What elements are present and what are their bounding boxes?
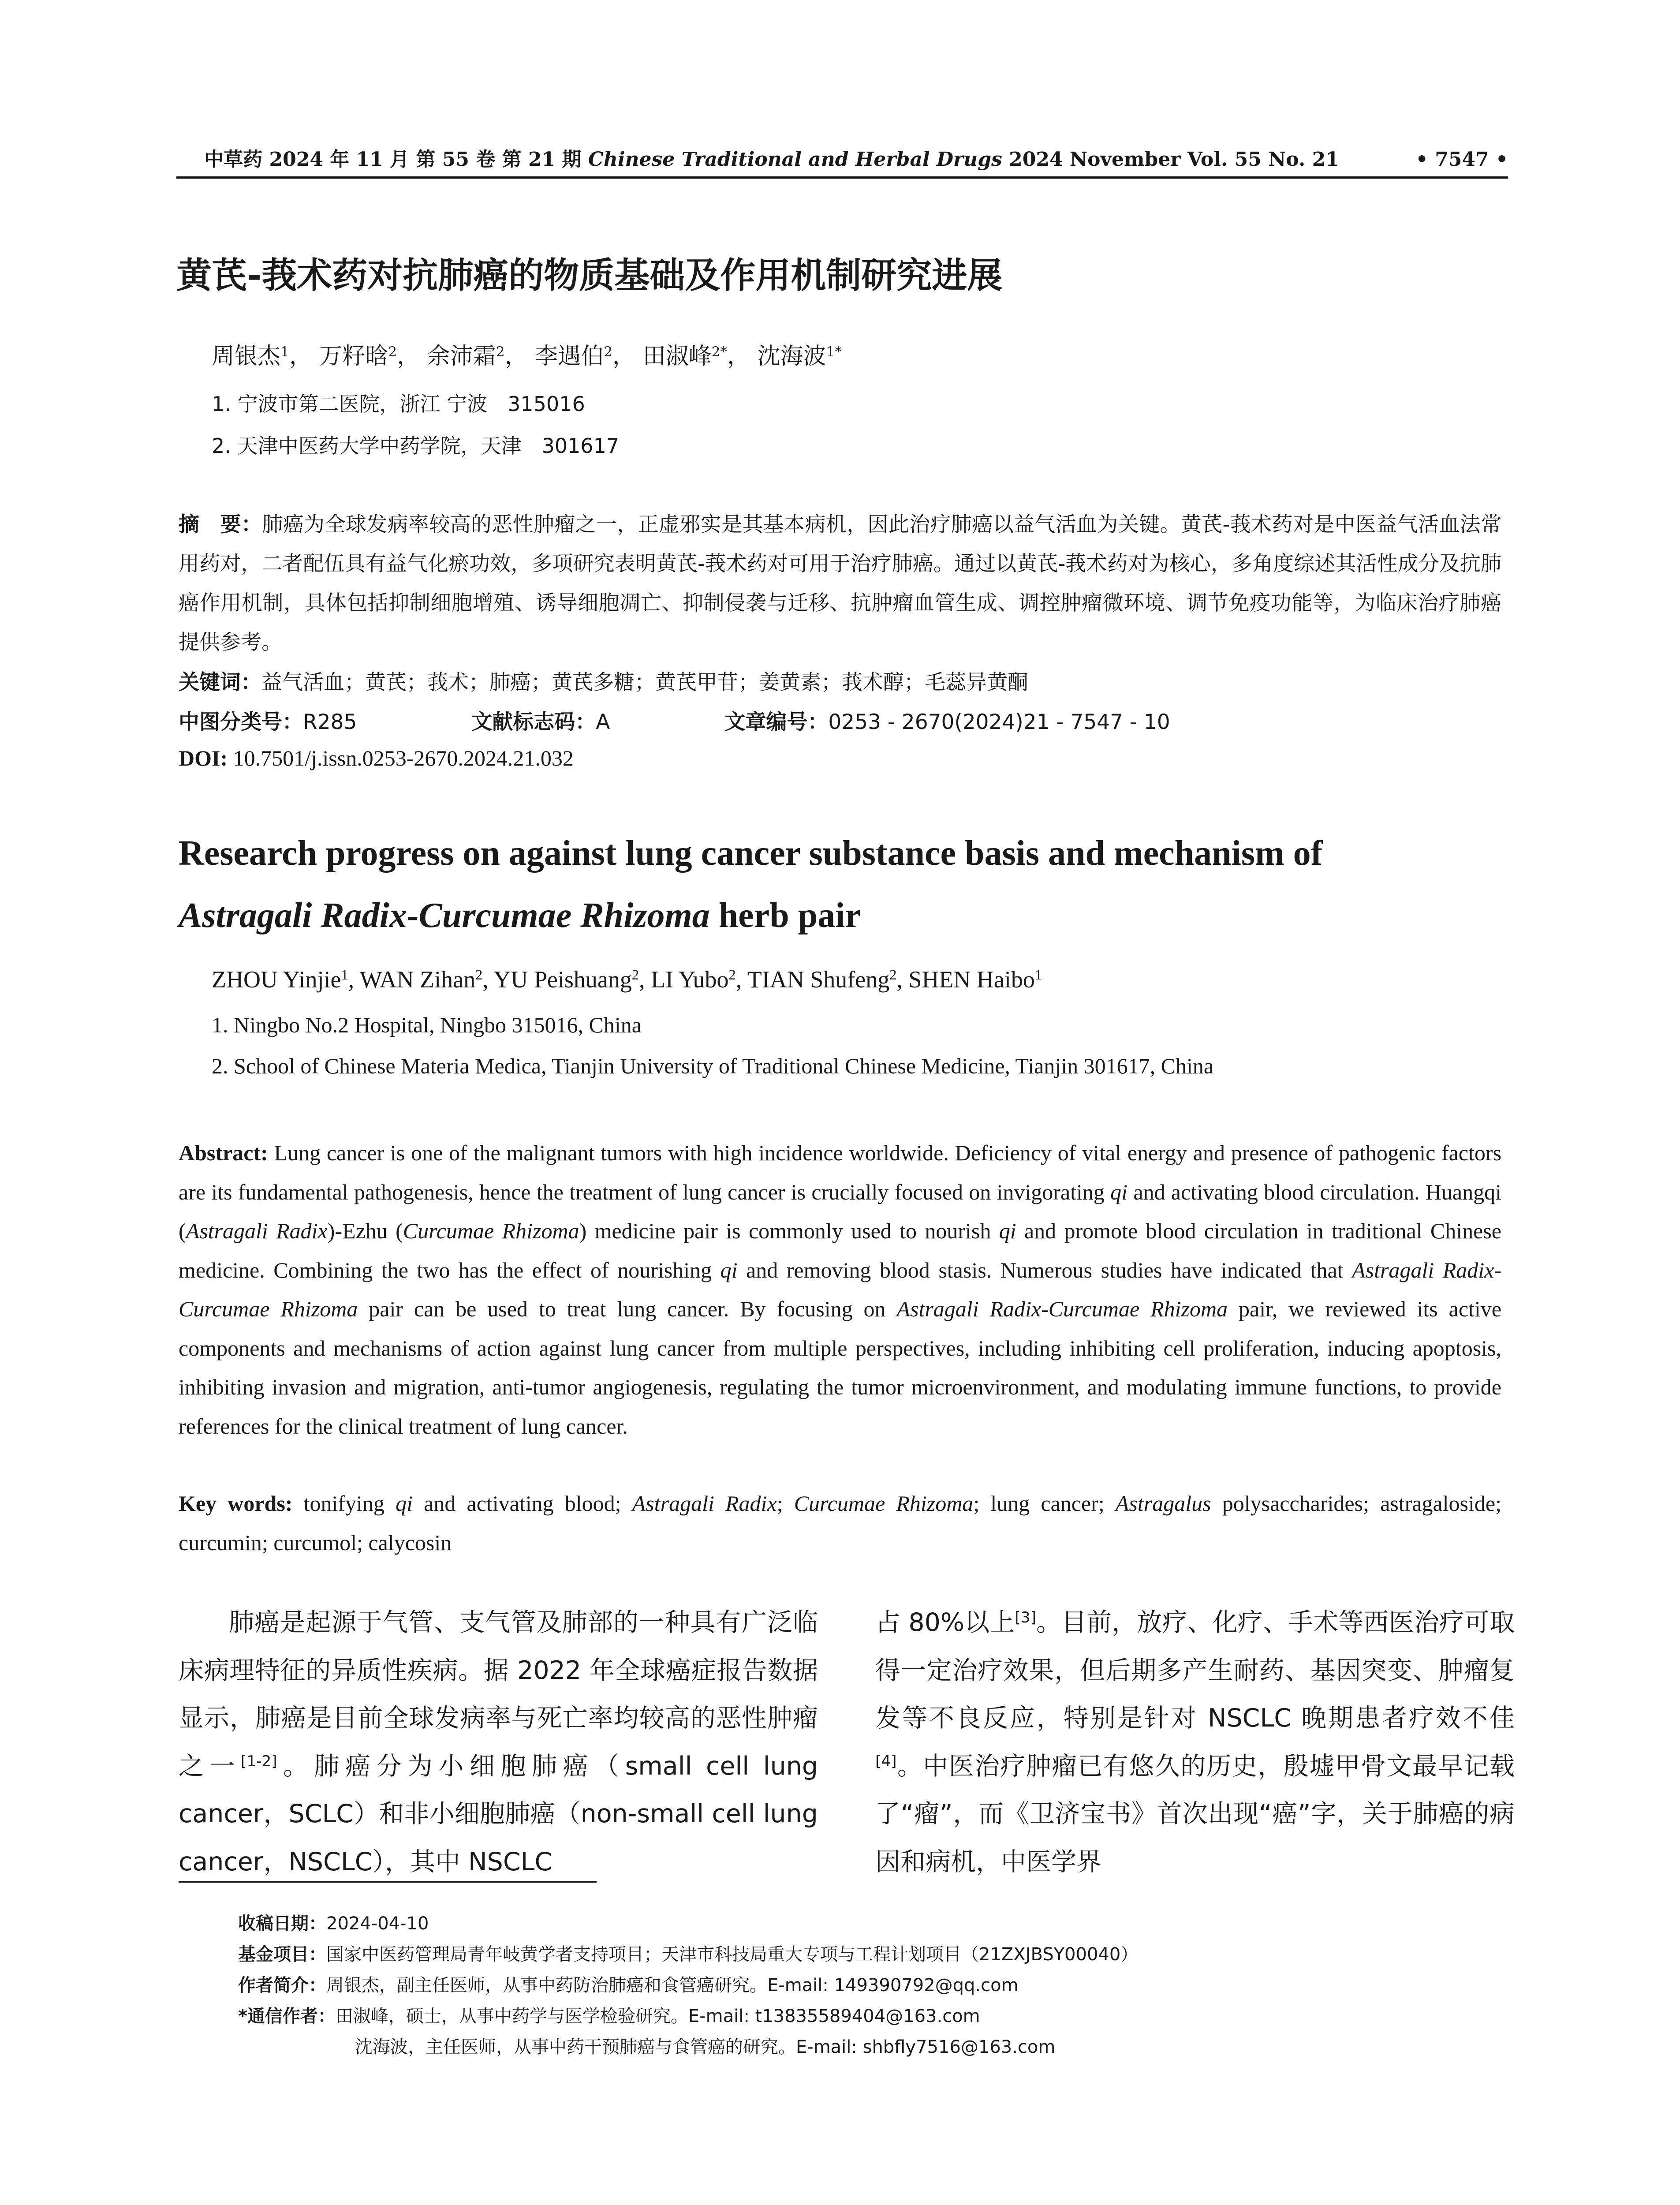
abstract-text: and removing blood stasis. Numerous studies have indicated that (737, 1257, 1352, 1282)
en-title-line1: Research progress on against lung cancer substance basis and mechanism of (179, 834, 1323, 873)
cn-keywords-label: 关键词： (179, 670, 261, 695)
en-authors: ZHOU Yinjie$^1$, WAN Zihan$^2$, YU Peishuang$^2$, LI Yubo$^2$, TIAN Shufeng$^2$, SHEN Haibo$^1$ (212, 966, 1042, 993)
cn-author: 万籽晗 (319, 343, 388, 370)
running-header (176, 142, 1508, 177)
keywords-italic: Curcumae Rhizoma (794, 1491, 974, 1516)
footnote-text: 沈海波，主任医师，从事中药干预肺癌与食管癌的研究。E-mail: shbfly7516@163.com (355, 2037, 1056, 2057)
body-text: 占 80%以上 (875, 1608, 1015, 1637)
journal-cn-name: 中草药 (204, 148, 263, 171)
cn-author: 沈海波 (757, 343, 826, 370)
body-text: 肺癌是起源于气管、支气管及肺部的一种具有广泛临床病理特征的异质性疾病。据 2022 年全球癌症报告数据显示，肺癌是目前全球发病率与死亡率均较高的恶性肿瘤之一 (179, 1608, 818, 1781)
en-title-italic: Astragali Radix-Curcumae Rhizoma (179, 896, 710, 935)
cn-author: 周银杰 (212, 343, 281, 370)
cn-author-sup: 2 (604, 344, 613, 360)
journal-en-name: Chinese Traditional and Herbal Drugs (588, 148, 1002, 171)
en-title (179, 822, 1501, 947)
citation-ref: [1-2] (241, 1752, 277, 1770)
abstract-italic: qi (1110, 1179, 1128, 1204)
keywords-italic: Astragalus (1115, 1491, 1211, 1516)
abstract-italic: Astragali Radix (186, 1218, 328, 1243)
en-author: YU Peishuang (493, 966, 632, 993)
cn-author: 田淑峰 (642, 343, 712, 370)
doc-code-label: 文献标志码： (471, 710, 596, 734)
keywords-italic: Astragali Radix (632, 1491, 777, 1516)
abstract-text: pair, we reviewed its active components and mechanisms of action against lung cancer from multiple perspectives, including inhibiting cell proliferation, inducing apoptosis, inhibiting invasion and migration, anti-tumor angiogenesis, regulating the tumor microenvironment, and modulating immune functions, to provide references for the clinical treatment of lung cancer. (179, 1297, 1501, 1439)
journal-line (176, 142, 1367, 177)
en-author: TIAN Shufeng (747, 966, 890, 993)
cn-classification-row (179, 706, 1170, 735)
en-author: LI Yubo (651, 966, 729, 993)
clc-label: 中图分类号： (179, 710, 303, 734)
en-keywords-label: Key words: (179, 1491, 293, 1516)
doi-label: DOI: (179, 746, 228, 770)
footnote-rule (179, 1881, 597, 1883)
abstract-italic: Astragali Radix-Curcumae Rhizoma (179, 1257, 1501, 1321)
cn-abstract-label: 摘 要： (179, 512, 262, 537)
footnote-text: 国家中医药管理局青年岐黄学者支持项目；天津市科技局重大专项与工程计划项目（21ZXJBSY00040） (326, 1944, 1139, 1965)
cn-author-sup: 2* (711, 344, 728, 360)
en-author-sup: 2 (475, 967, 483, 983)
doc-code-value: A (596, 710, 610, 734)
article-no-label: 文章编号： (724, 710, 829, 734)
page-number: • 7547 • (1415, 148, 1508, 171)
en-abstract-label: Abstract: (179, 1140, 268, 1165)
abstract-text: )-Ezhu ( (327, 1218, 403, 1243)
body-column-left (179, 1599, 818, 1886)
footnote-received (238, 1910, 429, 1935)
footnote-label: *通信作者： (238, 2006, 336, 2026)
abstract-italic: Curcumae Rhizoma (403, 1218, 579, 1243)
keywords-italic: qi (396, 1491, 413, 1516)
abstract-text: and activating blood circulation. Huangqi ( (179, 1179, 1502, 1243)
cn-abstract-text: 肺癌为全球发病率较高的恶性肿瘤之一，正虚邪实是其基本病机，因此治疗肺癌以益气活血为关键。黄芪-莪术药对是中医益气活血法常用药对，二者配伍具有益气化瘀功效，多项研究表明黄芪-莪术药对可用于治疗肺癌。通过以黄芪-莪术药对为核心，多角度综述其活性成分及抗肺癌作用机制，具体包括抑制细胞增殖、诱导细胞凋亡、抑制侵袭与迁移、抗肿瘤血管生成、调控肿瘤微环境、调节免疫功能等，为临床治疗肺癌提供参考。 (179, 512, 1501, 654)
footnote-funding (238, 1940, 1138, 1966)
abstract-text: ) medicine pair is commonly used to nourish (579, 1218, 999, 1243)
body-text: 。肺癌分为小细胞肺癌（small cell lung cancer，SCLC）和非小细胞肺癌（non-small cell lung cancer，NSCLC），其中 NSCLC (179, 1751, 818, 1876)
footnote-correspondence (238, 2002, 980, 2027)
en-title-tail: herb pair (709, 896, 861, 935)
keywords-text: and activating blood; (413, 1491, 632, 1516)
footnote-label: 基金项目： (238, 1944, 326, 1965)
header-rule (176, 176, 1508, 179)
en-author: SHEN Haibo (908, 966, 1035, 993)
body-text: 。中医治疗肿瘤已有悠久的历史，殷墟甲骨文最早记载了“瘤”，而《卫济宝书》首次出现“癌”字，关于肺癌的病因和病机，中医学界 (875, 1751, 1515, 1876)
en-affiliation-1: 1. Ningbo No.2 Hospital, Ningbo 315016, China (212, 1013, 642, 1037)
cn-keywords-text: 益气活血；黄芪；莪术；肺癌；黄芪多糖；黄芪甲苷；姜黄素；莪术醇；毛蕊异黄酮 (261, 670, 1028, 695)
cn-affiliation-1: 1. 宁波市第二医院，浙江 宁波 315016 (212, 392, 585, 416)
clc-value: R285 (303, 710, 357, 734)
keywords-text: ; lung cancer; (973, 1491, 1116, 1516)
body-text: 。目前，放疗、化疗、手术等西医治疗可取得一定治疗效果，但后期多产生耐药、基因突变、肿瘤复发等不良反应，特别是针对 NSCLC 晚期患者疗效不佳 (875, 1608, 1515, 1733)
footnote-label: 收稿日期： (238, 1913, 326, 1934)
cn-title: 黄芪-莪术药对抗肺癌的物质基础及作用机制研究进展 (176, 255, 1003, 296)
abstract-text: Lung cancer is one of the malignant tumors with high incidence worldwide. Deficiency of vital energy and presence of pathogenic factors are its fundamental pathogenesis, hence the treatment of lung cancer is crucially focused on invigorating (179, 1140, 1501, 1204)
footnote-author-bio (238, 1971, 1019, 1996)
abstract-italic: Astragali Radix-Curcumae Rhizoma (896, 1297, 1228, 1321)
en-author-sup: 2 (631, 967, 639, 983)
article-no-value: 0253 - 2670(2024)21 - 7547 - 10 (828, 710, 1170, 734)
cn-abstract (179, 505, 1501, 662)
keywords-text: ; (777, 1491, 794, 1516)
footnote-correspondence-2 (355, 2033, 1055, 2058)
journal-cn-issue: 2024 年 11 月 第 55 卷 第 21 期 (262, 148, 588, 171)
journal-en-issue: 2024 November Vol. 55 No. 21 (1002, 148, 1339, 171)
footnote-text: 田淑峰，硕士，从事中药学与医学检验研究。E-mail: t13835589404@163.com (335, 2006, 980, 2026)
en-author-sup: 1 (1034, 967, 1042, 983)
abstract-italic: qi (999, 1218, 1016, 1243)
cn-author-sup: 1 (280, 344, 289, 360)
keywords-text: tonifying (292, 1491, 396, 1516)
body-column-right (875, 1599, 1515, 1886)
cn-author-sup: 1* (826, 344, 842, 360)
doi-line (179, 745, 574, 771)
abstract-text: pair can be used to treat lung cancer. By focusing on (358, 1297, 897, 1321)
en-author-sup: 1 (341, 967, 348, 983)
cn-affiliation-2: 2. 天津中医药大学中药学院，天津 301617 (212, 434, 620, 458)
en-author-sup: 2 (889, 967, 897, 983)
en-keywords (179, 1484, 1501, 1562)
en-abstract (179, 1133, 1501, 1446)
footnote-label: 作者简介： (238, 1975, 326, 1996)
en-author: ZHOU Yinjie (212, 966, 341, 993)
cn-authors: 周银杰$^1$， 万籽晗$^2$， 余沛霜$^2$， 李遇伯$^2$， 田淑峰$^{2*}$， 沈海波$^{1*}$ (212, 343, 842, 370)
keywords-text: polysaccharides; astragaloside; curcumin; curcumol; calycosin (179, 1491, 1501, 1555)
cn-keywords (179, 666, 1028, 695)
citation-ref: [4] (875, 1752, 897, 1770)
cn-author: 李遇伯 (535, 343, 604, 370)
abstract-italic: qi (720, 1257, 738, 1282)
abstract-text: and promote blood circulation in traditional Chinese medicine. Combining the two has the effect of nourishing (179, 1218, 1501, 1282)
doi-value: 10.7501/j.issn.0253-2670.2024.21.032 (228, 746, 574, 770)
footnote-text: 2024-04-10 (326, 1913, 429, 1934)
citation-ref: [3] (1015, 1609, 1036, 1627)
en-author: WAN Zihan (359, 966, 476, 993)
cn-author-sup: 2 (388, 344, 397, 360)
footnote-text: 周银杰，副主任医师，从事中药防治肺癌和食管癌研究。E-mail: 149390792@qq.com (326, 1975, 1019, 1996)
cn-author-sup: 2 (496, 344, 505, 360)
cn-author: 余沛霜 (427, 343, 496, 370)
en-affiliation-2: 2. School of Chinese Materia Medica, Tianjin University of Traditional Chinese Medicine, Tianjin 301617, China (212, 1054, 1214, 1078)
en-author-sup: 2 (728, 967, 736, 983)
